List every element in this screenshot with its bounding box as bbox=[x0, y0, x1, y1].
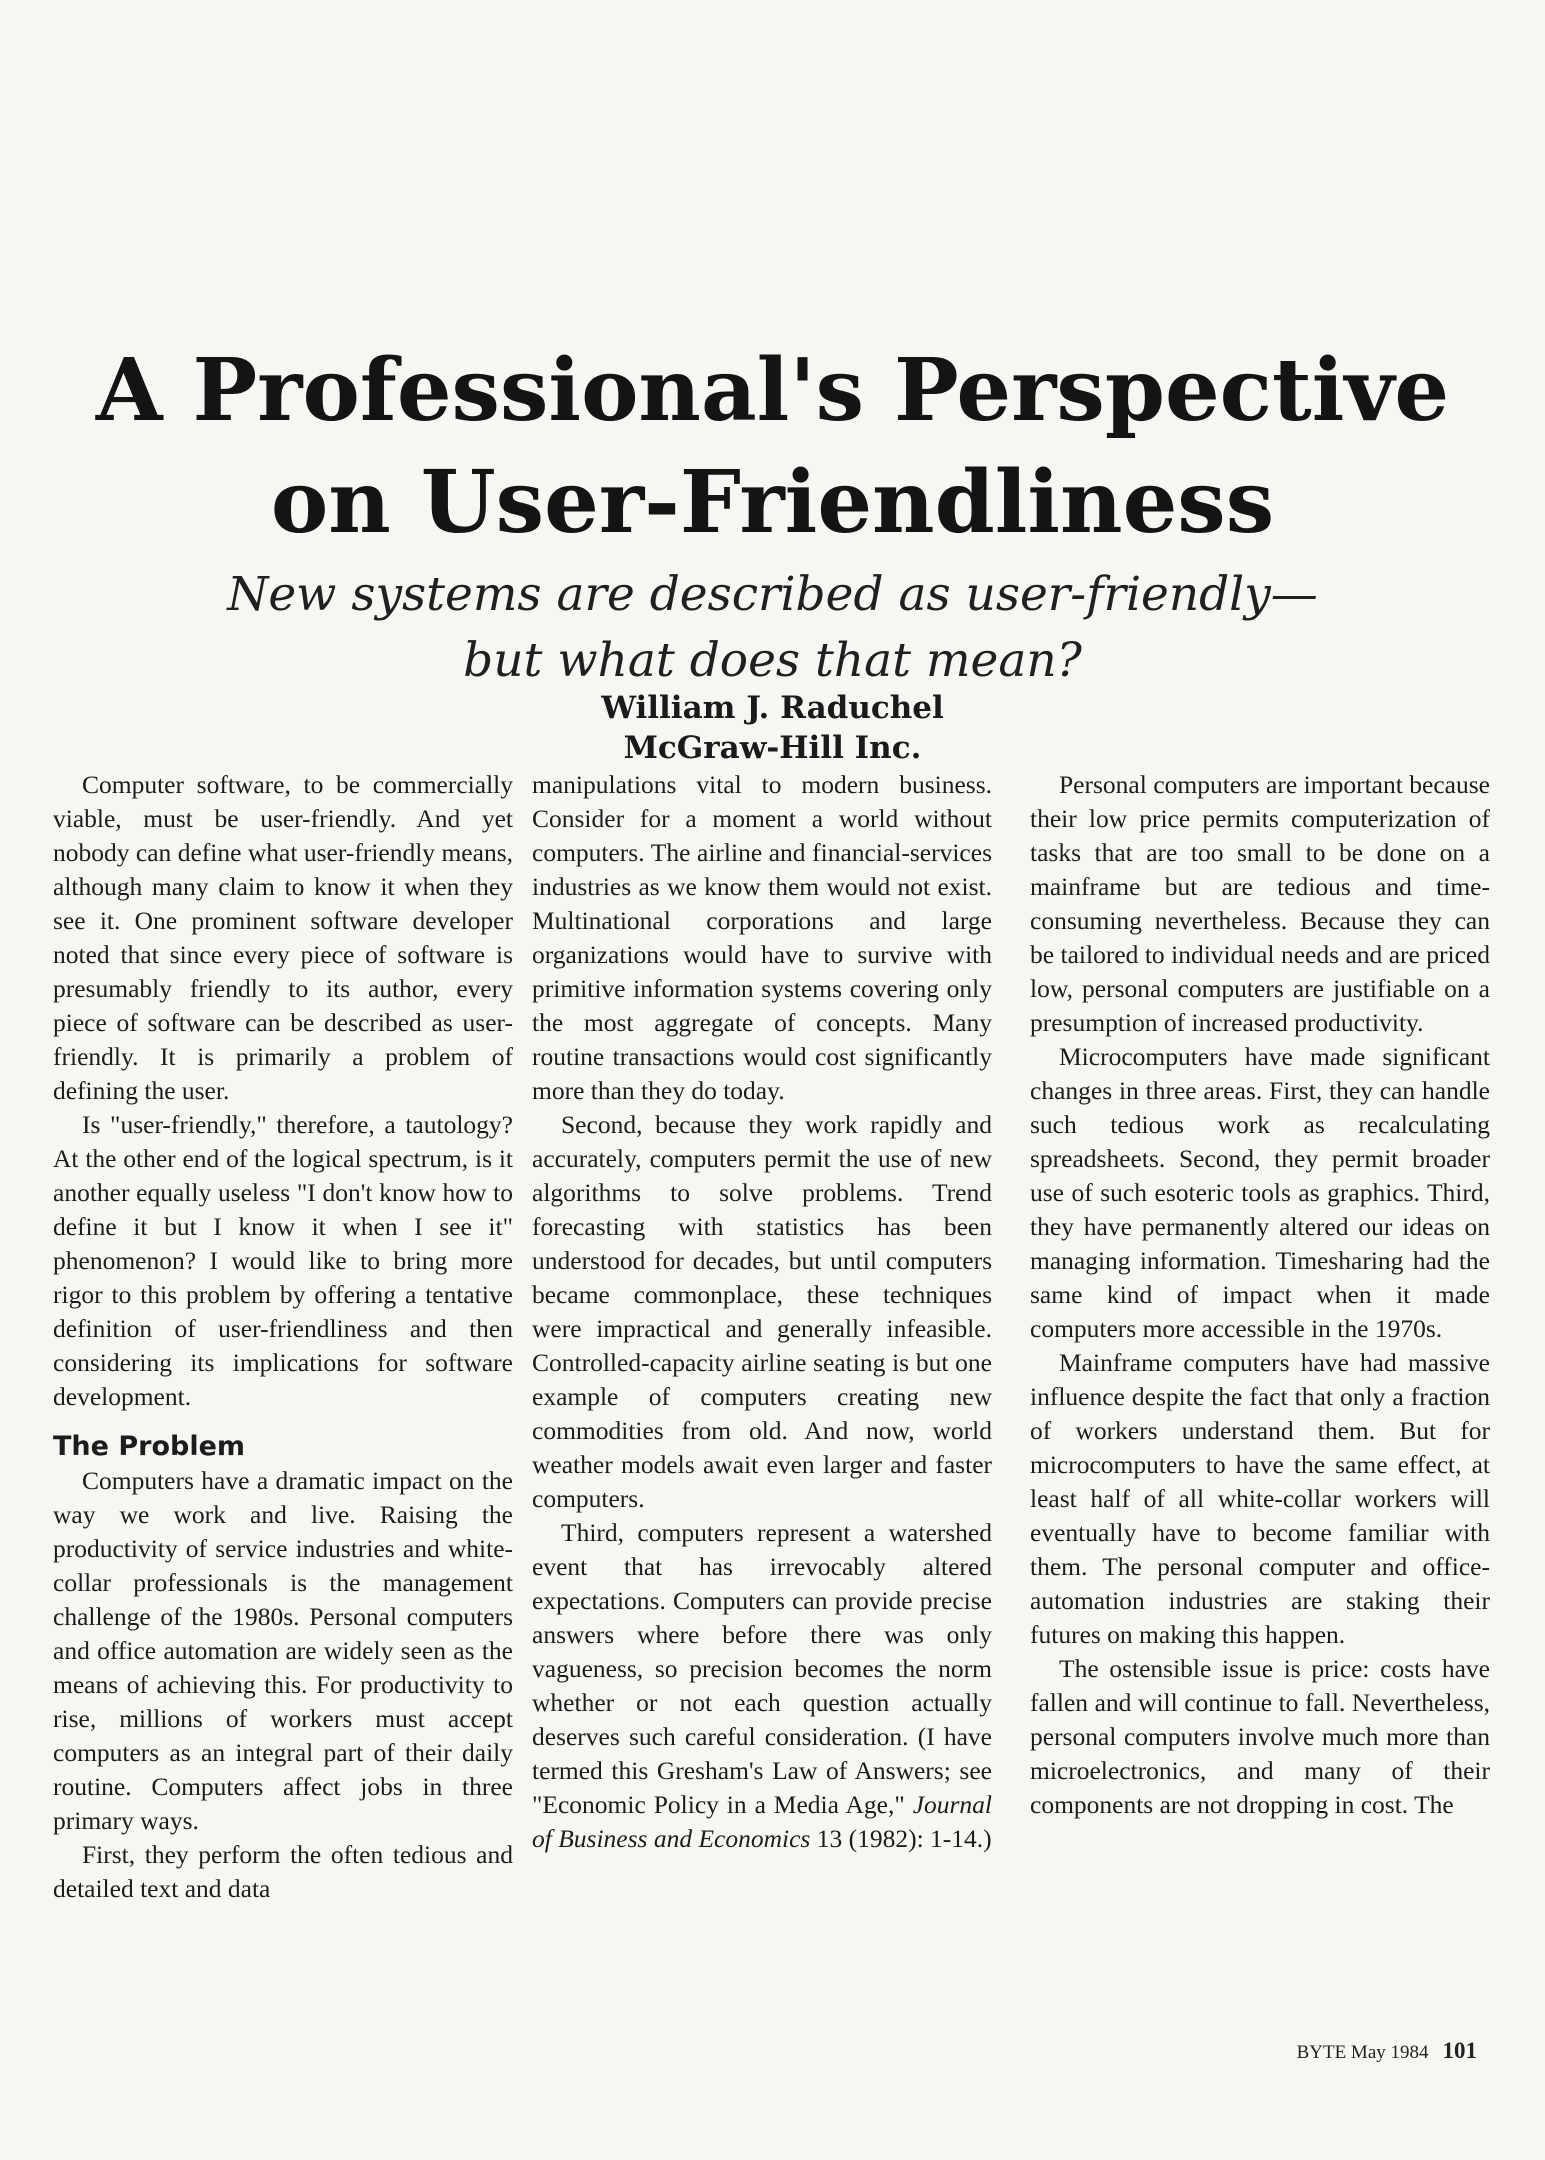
author-name: William J. Raduchel bbox=[601, 690, 944, 726]
article-subtitle bbox=[0, 562, 1545, 694]
paragraph: First, they perform the often tedious and detailed text and data bbox=[53, 1840, 513, 1903]
title-line-2: on User-Friendliness bbox=[270, 452, 1275, 553]
subtitle-line-2: but what does that mean? bbox=[463, 633, 1082, 688]
paragraph: Is "user-friendly," therefore, a tautology? At the other end of the logical spectrum, is it another equally useless "I don't know how to define it but I know it when I see it" phenomenon? I would like to bring more rigor to this problem by offering a tentative definition of user-friendliness and then considering its implications for software development. bbox=[53, 1110, 513, 1411]
byline bbox=[0, 688, 1545, 768]
article-title bbox=[0, 335, 1545, 559]
text-column-3 bbox=[1030, 768, 1490, 1822]
paragraph bbox=[532, 1516, 992, 1856]
paragraph: The ostensible issue is price: costs have fallen and will continue to fall. Nevertheless, personal computers involve much more than microelectronics, and many of their components are not dropping in cost. The bbox=[1030, 1654, 1490, 1819]
text-column-1 bbox=[53, 768, 513, 1906]
paragraph: Mainframe computers have had massive influence despite the fact that only a fraction of workers understand them. But for microcomputers to have the same effect, at least half of all white-collar workers will eventually have to become familiar with them. The personal computer and office-automation industries are staking their futures on making this happen. bbox=[1030, 1348, 1490, 1649]
journal-title: Journal of Business and Economics bbox=[532, 1790, 993, 1853]
section-heading: The Problem bbox=[53, 1431, 246, 1462]
paragraph-text: Third, computers represent a watershed event that has irrevocably altered expectations. Computers can provide precise answers where before there was only vagueness, so precision becomes the norm whether or not each question actually deserves such careful consideration. (I have termed this Gresham's Law of Answers; see "Economic Policy in a Media Age," bbox=[532, 1518, 992, 1819]
subtitle-line-1: New systems are described as user-friendly— bbox=[227, 567, 1318, 622]
paragraph: Microcomputers have made significant changes in three areas. First, they can handle such tedious work as recalculating spreadsheets. Second, they permit broader use of such esoteric tools as graphics. Third, they have permanently altered our ideas on managing information. Timesharing had the same kind of impact when it made computers more accessible in the 1970s. bbox=[1030, 1042, 1490, 1343]
paragraph: manipulations vital to modern business. Consider for a moment a world without computers. The airline and financial-services industries as we know them would not exist. Multinational corporations and large organizations would have to survive with primitive information systems covering only the most aggregate of concepts. Many routine transactions would cost significantly more than they do today. bbox=[532, 770, 992, 1105]
paragraph: Personal computers are important because their low price permits computerization of tasks that are too small to be done on a mainframe but are tedious and time-consuming nevertheless. Because they can be tailored to individual needs and are priced low, personal computers are justifiable on a presumption of increased productivity. bbox=[1030, 770, 1490, 1037]
publication-info: BYTE May 1984 bbox=[1296, 2042, 1429, 2063]
title-line-1: A Professional's Perspective bbox=[95, 340, 1450, 441]
author-affiliation: McGraw-Hill Inc. bbox=[623, 730, 922, 766]
paragraph: Computer software, to be commercially viable, must be user-friendly. And yet nobody can define what user-friendly means, although many claim to know it when they see it. One prominent software developer noted that since every piece of software is presumably friendly to its author, every piece of software can be described as user-friendly. It is primarily a problem of defining the user. bbox=[53, 770, 513, 1105]
paragraph: Computers have a dramatic impact on the way we work and live. Raising the productivity of service industries and white-collar professionals is the management challenge of the 1980s. Personal computers and office automation are widely seen as the means of achieving this. For productivity to rise, millions of workers must accept computers as an integral part of their daily routine. Computers affect jobs in three primary ways. bbox=[53, 1466, 513, 1835]
paragraph: Second, because they work rapidly and accurately, computers permit the use of new algorithms to solve problems. Trend forecasting with statistics has been understood for decades, but until computers became commonplace, these techniques were impractical and generally infeasible. Controlled-capacity airline seating is but one example of computers creating new commodities from old. And now, world weather models await even larger and faster computers. bbox=[532, 1110, 992, 1513]
page-number: 101 bbox=[1442, 2038, 1477, 2063]
citation-end: 13 (1982): 1-14.) bbox=[816, 1824, 992, 1853]
page-footer bbox=[1297, 2038, 1477, 2064]
text-column-2 bbox=[532, 768, 992, 1856]
